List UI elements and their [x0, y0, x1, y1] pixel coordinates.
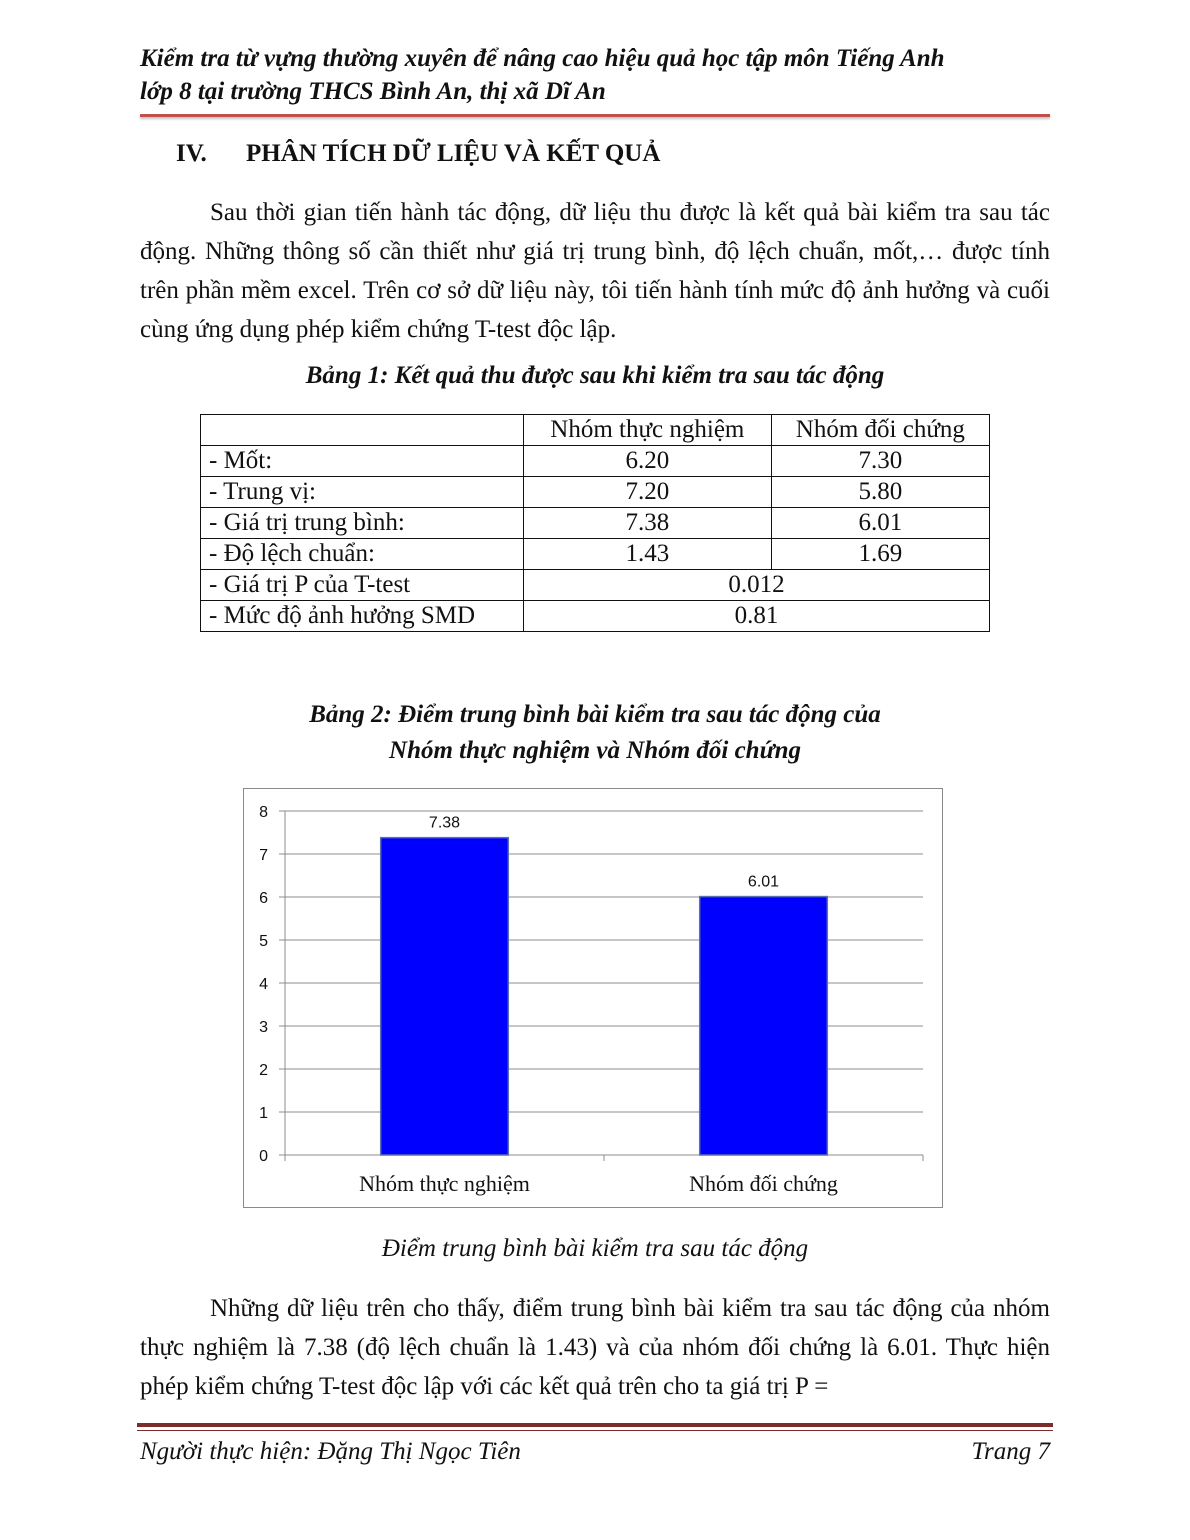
table1-caption: Bảng 1: Kết quả thu được sau khi kiểm tra sau tác động	[305, 362, 885, 389]
table2-caption-line2: Nhóm thực nghiệm và Nhóm đối chứng	[389, 737, 801, 764]
header-title-line2: lớp 8 tại trường THCS Bình An, thị xã Dĩ An	[140, 78, 606, 105]
table-cell-control: 7.30	[771, 446, 989, 477]
y-tick-label: 2	[259, 1062, 268, 1079]
chart-caption: Điểm trung bình bài kiểm tra sau tác động	[381, 1235, 809, 1262]
section-title: PHÂN TÍCH DỮ LIỆU VÀ KẾT QUẢ	[246, 140, 661, 167]
table-cell-experimental: 6.20	[524, 446, 772, 477]
footer-rule	[137, 1423, 1053, 1427]
table-header-cell: Nhóm thực nghiệm	[524, 415, 772, 446]
table-row-label: - Trung vị:	[201, 477, 524, 508]
header-title-line1: Kiểm tra từ vựng thường xuyên để nâng cao hiệu quả học tập môn Tiếng Anh	[140, 45, 945, 72]
table-cell-experimental: 7.38	[524, 508, 772, 539]
paragraph-analysis: Những dữ liệu trên cho thấy, điểm trung bình bài kiểm tra sau tác động của nhóm thực nghiệm là 7.38 (độ lệch chuẩn là 1.43) và của nhóm đối chứng là 6.01. Thực hiện phép kiểm chứng T-test độc lập với các kết quả trên cho ta giá trị P =	[140, 1295, 1050, 1400]
footer-rule-thin	[137, 1430, 1053, 1431]
data-label: 7.38	[428, 814, 461, 832]
x-category-label: Nhóm đối chứng	[689, 1171, 838, 1196]
table-row-label: - Giá trị P của T-test	[201, 570, 524, 601]
section-heading	[176, 140, 660, 168]
y-tick-label: 7	[259, 847, 268, 864]
header-rule	[140, 114, 1050, 117]
x-category-label: Nhóm thực nghiệm	[359, 1171, 530, 1196]
table-cell-control: 1.69	[771, 539, 989, 570]
results-table	[200, 414, 990, 632]
y-tick-label: 0	[259, 1148, 268, 1165]
y-tick-label: 6	[259, 890, 268, 907]
table-row	[201, 539, 990, 570]
table-row	[201, 570, 990, 601]
bar-1	[381, 838, 509, 1155]
table-row-label: - Độ lệch chuẩn:	[201, 539, 524, 570]
paragraph-intro: Sau thời gian tiến hành tác động, dữ liệu thu được là kết quả bài kiểm tra sau tác động. Những thông số cần thiết như giá trị trung bình, độ lệch chuẩn, mốt,… được tính trên phần mềm excel. Trên cơ sở dữ liệu này, tôi tiến hành tính mức độ ảnh hưởng và cuối cùng ứng dụng phép kiểm chứng T-test độc lập.	[140, 199, 1050, 343]
table-row	[201, 508, 990, 539]
table-cell-control: 6.01	[771, 508, 989, 539]
table-cell-merged: 0.012	[524, 570, 990, 601]
table-row	[201, 477, 990, 508]
y-tick-label: 1	[259, 1105, 268, 1122]
table-row	[201, 446, 990, 477]
bar-2	[700, 897, 828, 1155]
table-cell-experimental: 7.20	[524, 477, 772, 508]
footer-page-number: Trang 7	[971, 1438, 1050, 1465]
header-title	[140, 42, 1060, 108]
y-tick-label: 3	[259, 1019, 268, 1036]
y-tick-label: 8	[259, 804, 268, 821]
table-header-cell: Nhóm đối chứng	[771, 415, 989, 446]
table-row	[201, 601, 990, 632]
table-header-cell	[201, 415, 524, 446]
data-label: 6.01	[747, 873, 780, 891]
footer-author: Người thực hiện: Đặng Thị Ngọc Tiên	[140, 1438, 521, 1465]
table-header-row	[201, 415, 990, 446]
y-tick-label: 4	[259, 976, 268, 993]
bar-chart	[243, 788, 943, 1208]
table-row-label: - Mức độ ảnh hưởng SMD	[201, 601, 524, 632]
y-tick-label: 5	[259, 933, 268, 950]
section-number: IV.	[176, 140, 207, 167]
table-cell-experimental: 1.43	[524, 539, 772, 570]
bar-chart-svg	[244, 789, 944, 1209]
table2-caption-line1: Bảng 2: Điểm trung bình bài kiểm tra sau tác động của	[309, 701, 881, 728]
table-cell-merged: 0.81	[524, 601, 990, 632]
table-row-label: - Giá trị trung bình:	[201, 508, 524, 539]
table2-caption	[140, 697, 1050, 769]
table-row-label: - Mốt:	[201, 446, 524, 477]
table-cell-control: 5.80	[771, 477, 989, 508]
